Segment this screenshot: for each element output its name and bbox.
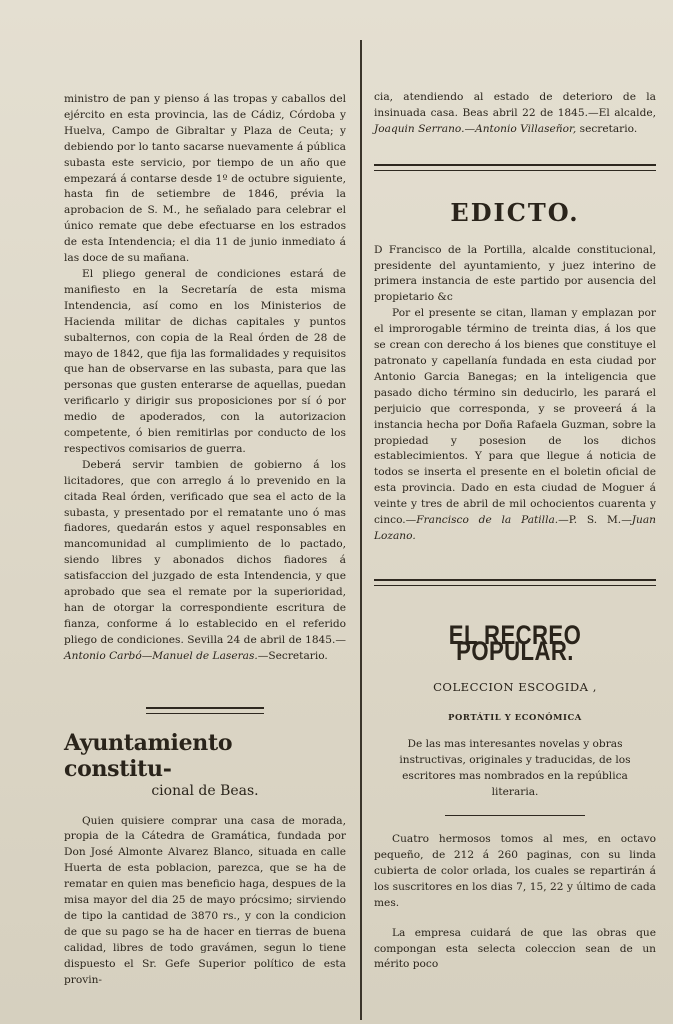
column-divider <box>360 40 362 1020</box>
right-column <box>374 90 656 973</box>
ayuntamiento-heading: Ayuntamiento constitu- <box>64 729 233 782</box>
intendencia-paragraph-1: ministro de pan y pienso á las tropas y caballos del ejército en esta provincia, las de Cádiz, Córdoba y Huelva, Campo de Gibraltar y Plaza de Ceuta; y debiendo por lo tanto sacarse nuevamente á pública subasta este servicio, por tiempo de un año que empezará á contarse desde 1º de octubre siguiente, hasta fin de setiembre de 1846, prévia la aprobacion de S. M., he señalado para celebrar el único remate que debe efectuarse en los estrados de esta Intendencia; el dia 11 de junio inmediato á las doce de su mañana. <box>64 93 346 265</box>
intendencia-paragraph-3 <box>64 458 346 665</box>
intendencia-paragraph-2: El pliego general de condiciones estará de manifiesto en la Secretaría de esta misma Intendencia, así como en los Ministerios de Hacienda militar de dichas capitales y puntos subalternos, con copia de la Real órden de 28 de mayo de 1842, que fija las formalidades y requisitos que han de observarse en las subasta, para que las personas que gusten enterarse de aquellas, puedan verificarlo y dirigir sus proposiciones por sí ó por medio de apoderados, con la autorizacion competente, ó bien remitirlas por conducto de los respectivos comisarios de guerra. <box>64 267 346 455</box>
ayuntamiento-paragraph: Quien quisiere comprar una casa de morada, propia de la Cátedra de Gramática, fundada por Don José Almonte Alvarez Blanco, situada en calle Huerta de esta poblacion, parezca, que se ha de rematar en quien mas beneficio haga, despues de la misa mayor del dia 25 de mayo prócsimo; sirviendo de tipo la cantidad de 3870 rs., y con la condicion de que su pago se ha de hacer en tierras de buena calidad, libres de todo gravámen, segun lo tiene dispuesto el Sr. Gefe Superior político de esta provin- <box>64 814 346 986</box>
edicto-body <box>374 306 656 545</box>
edicto-heading: EDICTO. <box>450 197 580 227</box>
beas-continuation-text: cia, atendiendo al estado de deterioro de la insinuada casa. Beas abril 22 de 1845.—El alcalde, <box>374 91 656 119</box>
recreo-short-rule <box>374 815 656 816</box>
recreo-subtitle: COLECCION ESCOGIDA , <box>433 679 597 694</box>
beas-signatories: Joaquin Serrano.—Antonio Villaseñor, <box>374 122 577 135</box>
recreo-description: De las mas interesantes novelas y obras instructivas, originales y traducidas, de los escritores mas nombrados en la república literaria. <box>399 738 631 799</box>
intendencia-paragraph-3-text: Deberá servir tambien de gobierno á los licitadores, que con arreglo á lo prevenido en la citada Real órden, verificado que sea el acto de la subasta, y presentado por el rematante uno ó mas fiadores, quedarán estos y aquel responsables en mancomunidad al cumplimiento de lo pactado, siendo libres y abonados dichos fiadores á satisfaccion del juzgado de esta Intendencia, y que aprobado que sea el remate por la superioridad, han de otorgar la correspondiente escritura de fianza, conforme á lo establecido en el referido pliego de condiciones. Sevilla 24 de abril de 1845. <box>64 458 346 646</box>
recreo-paragraph-2: La empresa cuidará de que las obras que compongan esta selecta coleccion sean de un mérito poco <box>374 926 656 971</box>
recreo-subtitle-2: PORTÁTIL Y ECONÓMICA <box>448 711 582 722</box>
intendencia-secretary: —Secretario. <box>257 649 328 662</box>
beas-continuation <box>374 90 656 138</box>
beas-secretary: secretario. <box>579 122 638 135</box>
left-column <box>64 92 346 989</box>
ornament-rule-left <box>146 707 264 714</box>
ornament-rule-top <box>374 164 656 171</box>
ornament-rule-middle <box>374 579 656 586</box>
recreo-heading: EL RECREO POPULAR. <box>448 619 582 666</box>
recreo-paragraph-1: Cuatro hermosos tomos al mes, en octavo pequeño, de 212 á 260 paginas, con su linda cubierta de color orlada, los cuales se repartirán á los suscritores en los dias 7, 15, 22 y último de cada mes. <box>374 833 656 909</box>
edicto-signatory-2: —Juan Lozano. <box>374 514 656 542</box>
edicto-ps: —P. S. M. <box>558 514 622 527</box>
edicto-body-text: Por el presente se citan, llaman y emplazan por el improrogable término de treinta dias, á los que se crean con derecho á los bienes que constituye el patronato y capellanía fundada en esta ciudad por Antonio Garcia Banegas; en la inteligencia que pasado dicho término sin deducirlo, les parará el perjuicio que corresponda, y se proveerá á la instancia hecha por Doña Rafaela Guzman, sobre la propiedad y posesion de los dichos establecimientos. Y para que llegue á noticia de todos se inserta el presente en el boletin oficial de esta provincia. Dado en esta ciudad de Moguer á veinte y tres de abril de mil ochocientos cuarenta y cinco. <box>374 307 656 527</box>
edicto-intro: D Francisco de la Portilla, alcalde constitucional, presidente del ayuntamiento, y juez interino de primera instancia de este partido por ausencia del propietario &c <box>374 243 656 304</box>
edicto-signatory: —Francisco de la Patilla. <box>405 514 559 527</box>
ayuntamiento-subheading: cional de Beas. <box>151 782 259 799</box>
intendencia-signatories: —Antonio Carbó—Manuel de Laseras. <box>64 633 346 662</box>
